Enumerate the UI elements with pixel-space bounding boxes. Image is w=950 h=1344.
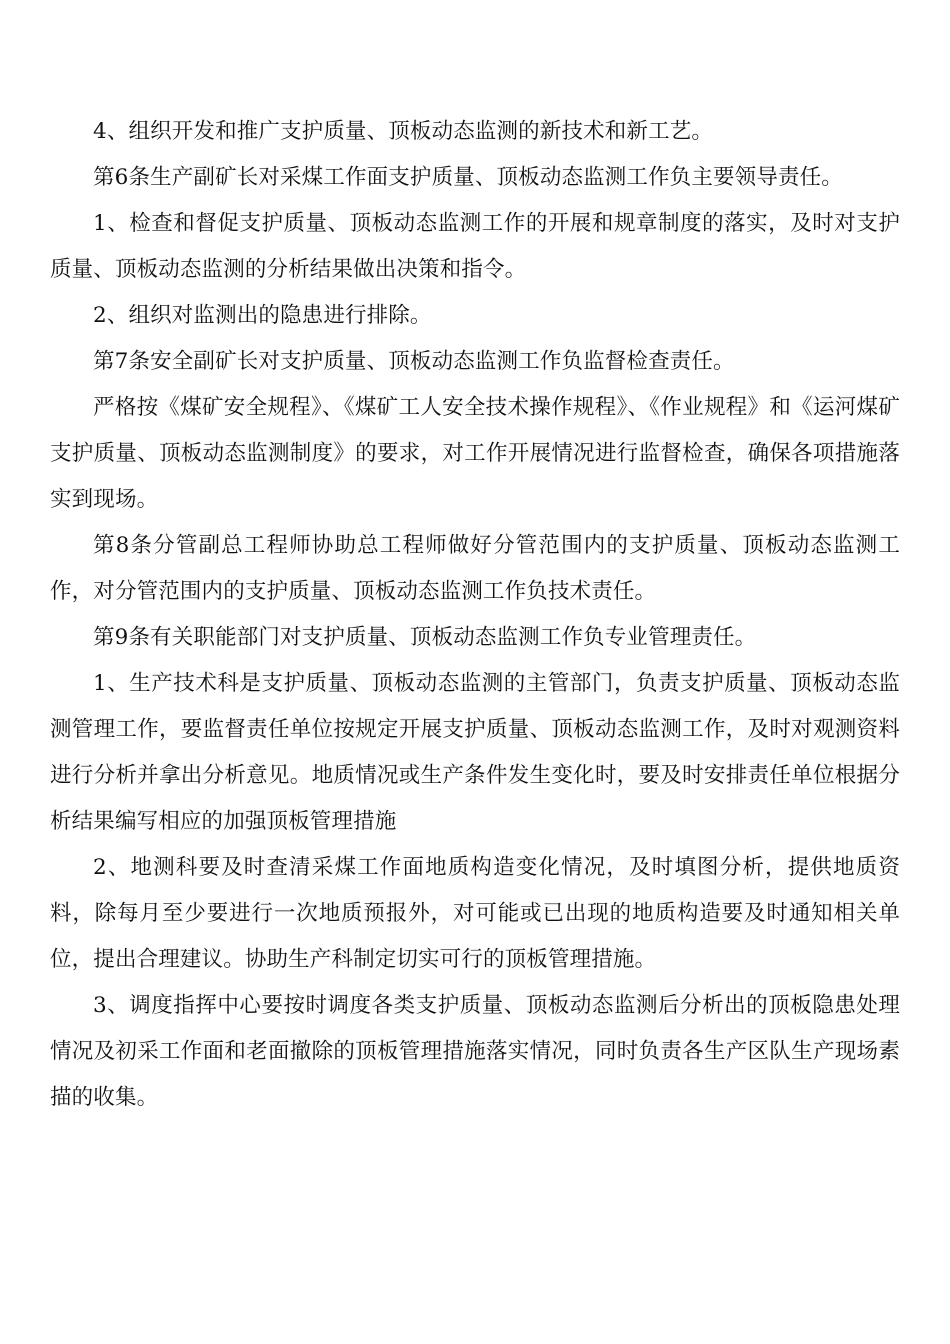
article-7-paragraph: 第7条安全副矿长对支护质量、顶板动态监测工作负监督检查责任。 xyxy=(93,349,735,374)
article-8-paragraph: 第8条分管副总工程师协助总工程师做好分管范围内的支护质量、顶板动态监测工作，对分管范围内的支护质量、顶板动态监测工作负技术责任。 xyxy=(50,533,900,604)
article-9-paragraph: 第9条有关职能部门对支护质量、顶板动态监测工作负专业管理责任。 xyxy=(93,625,757,650)
paragraph-item-1-production-tech: 1、生产技术科是支护质量、顶板动态监测的主管部门，负责支护质量、顶板动态监测管理工作，要监督责任单位按规定开展支护质量、顶板动态监测工作，及时对观测资料进行分析并拿出分析意见。地质情况或生产条件发生变化时，要及时安排责任单位根据分析结果编写相应的加强顶板管理措施 xyxy=(50,671,900,834)
paragraph-item-1-inspection: 1、检查和督促支护质量、顶板动态监测工作的开展和规章制度的落实，及时对支护质量、顶板动态监测的分析结果做出决策和指令。 xyxy=(50,211,900,282)
paragraph-regulations: 严格按《煤矿安全规程》、《煤矿工人安全技术操作规程》、《作业规程》和《运河煤矿支护质量、顶板动态监测制度》的要求，对工作开展情况进行监督检查，确保各项措施落实到现场。 xyxy=(50,395,900,512)
document-body xyxy=(50,109,900,1121)
paragraph-item-2-geology: 2、地测科要及时查清采煤工作面地质构造变化情况，及时填图分析，提供地质资料，除每月至少要进行一次地质预报外，对可能或已出现的地质构造要及时通知相关单位，提出合理建议。协助生产科制定切实可行的顶板管理措施。 xyxy=(50,855,900,972)
paragraph-item-4: 4、组织开发和推广支护质量、顶板动态监测的新技术和新工艺。 xyxy=(93,119,714,144)
paragraph-item-2-hazard: 2、组织对监测出的隐患进行排除。 xyxy=(93,303,432,328)
article-6-paragraph: 第6条生产副矿长对采煤工作面支护质量、顶板动态监测工作负主要领导责任。 xyxy=(93,165,843,190)
paragraph-item-3-dispatch: 3、调度指挥中心要按时调度各类支护质量、顶板动态监测后分析出的顶板隐患处理情况及初采工作面和老面撤除的顶板管理措施落实情况，同时负责各生产区队生产现场素描的收集。 xyxy=(50,993,900,1110)
